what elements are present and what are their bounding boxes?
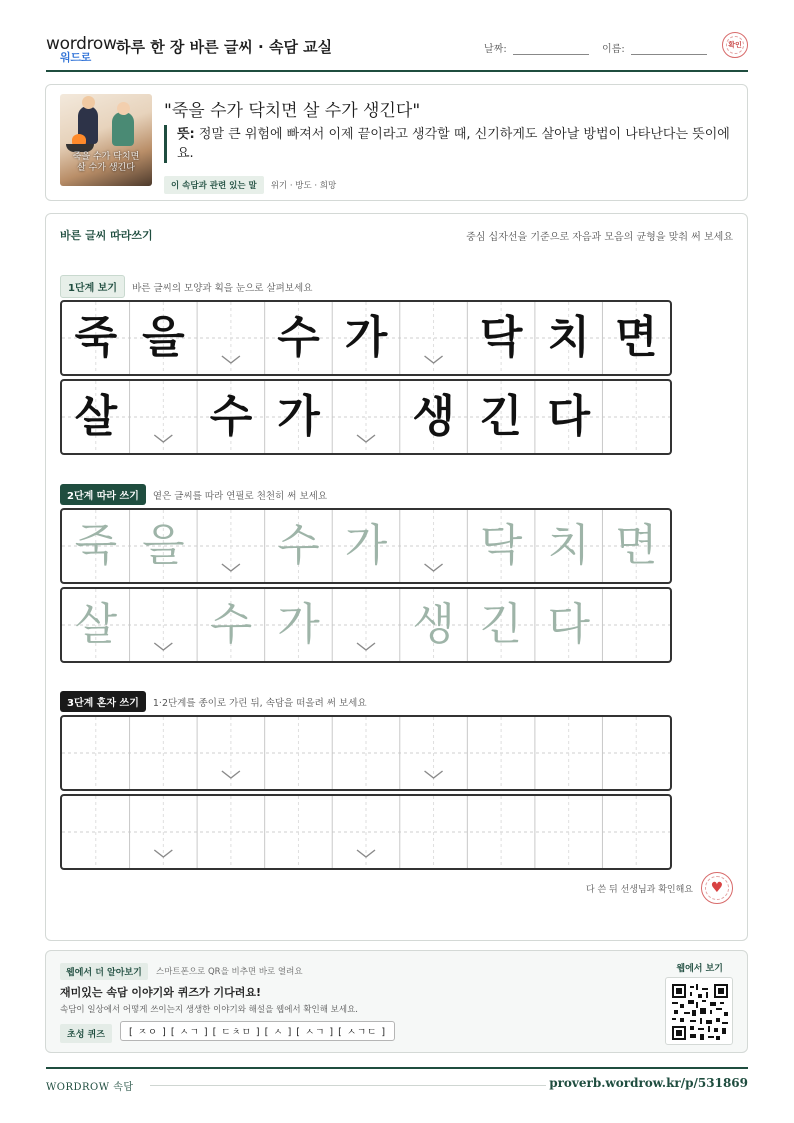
grid-cell[interactable] [332, 717, 400, 789]
grid-cell[interactable]: 수 [209, 599, 253, 650]
chosung-quiz: [ ㅈㅇ ] [ ㅅㄱ ] [ ㄷㅊㅁ ] [ ㅅ ] [ ㅅㄱ ] [ ㅅㄱㄷ ] [120, 1021, 395, 1041]
related-words [164, 176, 336, 194]
grid-cell: 치 [547, 312, 590, 363]
step-2-badge: 2단계 따라 쓰기 [60, 484, 146, 505]
step-3-desc: 1·2단계를 종이로 가린 뒤, 속담을 떠올려 써 보세요 [152, 697, 367, 709]
date-blank[interactable] [513, 43, 589, 55]
qr-code-graphic [672, 984, 728, 1040]
grid-cell[interactable]: 생 [412, 599, 455, 650]
proverb-card [45, 84, 748, 201]
step-2-header [60, 484, 327, 505]
grid-cell[interactable] [265, 796, 333, 868]
confirm-text: 다 쓴 뒤 선생님과 확인해요 [585, 884, 693, 895]
grid-cell[interactable] [197, 717, 265, 789]
grid-cell[interactable] [332, 796, 400, 868]
step-3-header [60, 691, 367, 712]
grid-cell[interactable] [197, 796, 265, 868]
quiz-label: 초성 퀴즈 [60, 1024, 112, 1043]
web-more-box [45, 950, 748, 1053]
grid-cell [130, 381, 198, 453]
grid-cell[interactable] [400, 717, 468, 789]
grid-cell: 죽 [74, 312, 118, 363]
grid-cell[interactable] [265, 717, 333, 789]
check-stamp-icon: 확인 [722, 32, 748, 58]
writing-grid-step1-row1 [60, 300, 672, 376]
grid-cell[interactable] [62, 717, 130, 789]
grid-cell[interactable] [400, 796, 468, 868]
related-list: 위기 · 방도 · 희망 [270, 181, 337, 191]
page-footer [46, 1067, 748, 1097]
practice-panel [45, 213, 748, 941]
date-field[interactable] [484, 40, 589, 55]
grid-cell: 긴 [479, 391, 523, 442]
name-blank[interactable] [631, 43, 707, 55]
practice-hint: 중심 십자선을 기준으로 자음과 모음의 균형을 맞춰 써 보세요 [466, 232, 733, 243]
wordrow-logo: wordrow 워드로 [46, 34, 117, 64]
grid-cell[interactable]: 가 [277, 599, 320, 650]
web-heading: 재미있는 속담 이야기와 퀴즈가 기다려요! [60, 986, 261, 999]
grid-cell[interactable] [130, 717, 198, 789]
grid-cell[interactable] [602, 589, 670, 661]
grid-cell[interactable] [467, 796, 535, 868]
web-subtext: 속담이 일상에서 어떻게 쓰이는지 생생한 이야기와 해설을 웹에서 확인해 보세요. [60, 1005, 358, 1015]
grid-cell[interactable]: 면 [615, 520, 658, 571]
grid-cell [197, 302, 265, 374]
date-label: 날짜: [484, 44, 507, 55]
grid-cell[interactable]: 을 [142, 520, 185, 571]
grid-cell[interactable]: 치 [547, 520, 590, 571]
grid-cell: 닥 [479, 312, 523, 363]
grid-cell[interactable]: 닥 [479, 520, 523, 571]
grid-cell[interactable] [602, 717, 670, 789]
grid-cell[interactable] [62, 796, 130, 868]
grid-cell[interactable] [197, 510, 265, 582]
grid-cell[interactable]: 수 [277, 520, 320, 571]
web-tag-desc: 스마트폰으로 QR을 비추면 바로 열려요 [156, 967, 303, 977]
grid-cell: 가 [344, 312, 388, 363]
grid-cell [400, 302, 468, 374]
meaning-label: 뜻: [177, 127, 195, 142]
footer-brand: WORDROW 속담 [46, 1082, 134, 1093]
logo-korean-mark: 워드로 [60, 51, 91, 64]
step-1-header [60, 275, 312, 298]
grid-cell: 가 [277, 391, 320, 442]
grid-cell[interactable] [332, 589, 400, 661]
grid-cell[interactable]: 긴 [479, 599, 523, 650]
grid-cell: 살 [74, 391, 118, 442]
page-header [46, 30, 748, 72]
grid-cell[interactable] [535, 796, 603, 868]
name-field[interactable] [602, 40, 707, 55]
grid-cell [602, 381, 670, 453]
grid-cell: 생 [412, 391, 455, 442]
footer-divider [150, 1085, 546, 1086]
grid-cell[interactable] [602, 796, 670, 868]
grid-cell[interactable]: 가 [344, 520, 388, 571]
proverb-meaning [164, 125, 734, 163]
proverb-title: "죽을 수가 닥치면 살 수가 생긴다" [164, 101, 421, 121]
writing-grid-step1-row2 [60, 379, 672, 455]
grid-cell: 다 [547, 391, 590, 442]
footer-url-link[interactable]: proverb.wordrow.kr/p/531869 [549, 1076, 748, 1090]
grid-cell[interactable]: 살 [74, 599, 118, 650]
writing-grid-step2-row1[interactable] [60, 508, 672, 584]
teacher-confirm [586, 872, 733, 904]
name-label: 이름: [602, 44, 625, 55]
writing-grid-step3-row1[interactable] [60, 715, 672, 791]
grid-cell[interactable] [535, 717, 603, 789]
related-label: 이 속담과 관련 있는 말 [164, 176, 264, 194]
qr-code-icon[interactable] [665, 977, 733, 1045]
step-1-desc: 바른 글씨의 모양과 획을 눈으로 살펴보세요 [132, 282, 313, 294]
writing-grid-step2-row2[interactable] [60, 587, 672, 663]
grid-cell: 수 [209, 391, 253, 442]
grid-cell [332, 381, 400, 453]
step-2-desc: 옅은 글씨를 따라 연필로 천천히 써 보세요 [152, 490, 328, 502]
step-1-badge: 1단계 보기 [60, 275, 125, 298]
grid-cell[interactable] [130, 796, 198, 868]
grid-cell: 을 [142, 312, 185, 363]
grid-cell[interactable] [130, 589, 198, 661]
practice-title: 바른 글씨 따라쓰기 [60, 229, 153, 242]
grid-cell: 면 [615, 312, 658, 363]
qr-title: 웹에서 보기 [676, 964, 723, 974]
page-title: 하루 한 장 바른 글씨 · 속담 교실 [116, 38, 333, 56]
grid-cell[interactable]: 죽 [74, 520, 118, 571]
illustration-caption: 죽을 수가 닥치면 살 수가 생긴다 [72, 152, 140, 173]
grid-cell[interactable]: 다 [547, 599, 590, 650]
grid-cell[interactable] [467, 717, 535, 789]
grid-cell[interactable] [400, 510, 468, 582]
step-3-badge: 3단계 혼자 쓰기 [60, 691, 146, 712]
writing-grid-step3-row2[interactable] [60, 794, 672, 870]
meaning-text: 정말 큰 위험에 빠져서 이제 끝이라고 생각할 때, 신기하게도 살아날 방법이 나타난다는 뜻이에요. [177, 127, 730, 161]
proverb-illustration [60, 94, 152, 186]
grid-cell: 수 [277, 312, 320, 363]
web-tag: 웹에서 더 알아보기 [60, 963, 148, 980]
heart-seal-icon: ♥ [701, 872, 733, 904]
